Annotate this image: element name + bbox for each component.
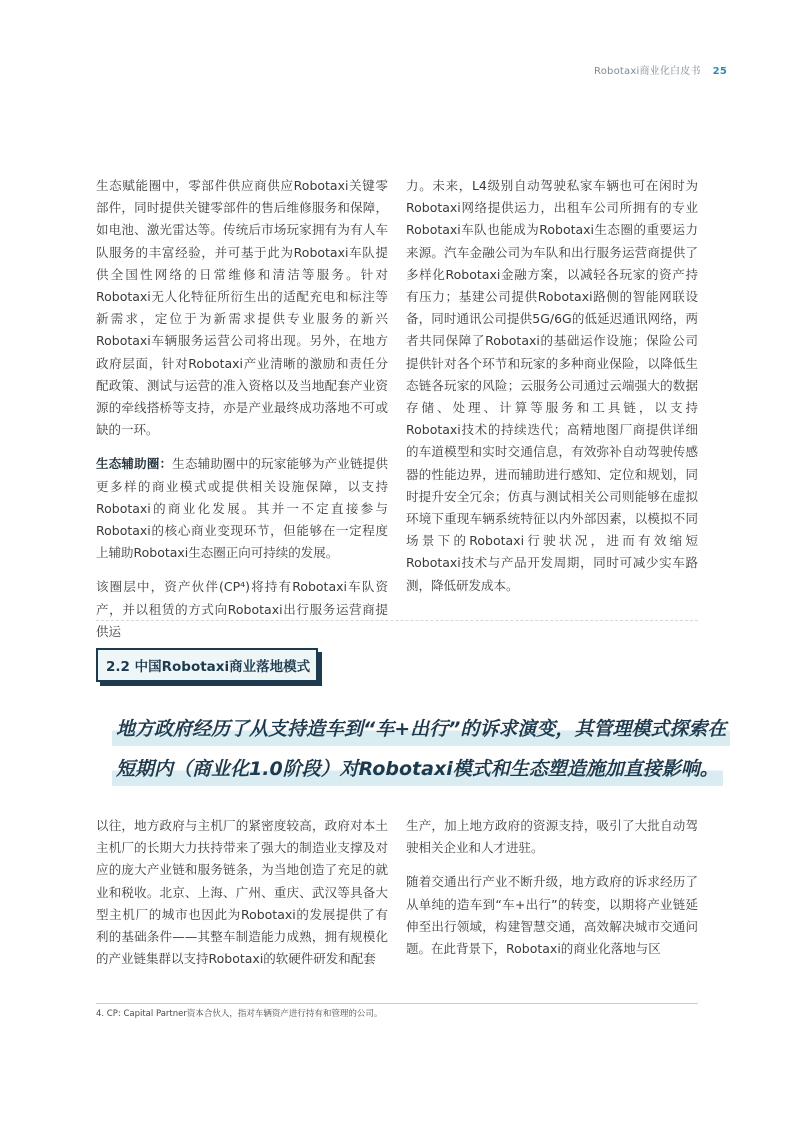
key-message-line: 地方政府经历了从支持造车到“车+出行”的诉求演变，其管理模式探索在 [112, 712, 730, 746]
top-left-column [96, 175, 388, 655]
bottom-right-column [406, 815, 698, 972]
key-message [112, 712, 727, 792]
paragraph-lead: 生态辅助圈： [96, 456, 173, 472]
paragraph: 该圈层中，资产伙伴(CP⁴)将持有Robotaxi车队资产，并以租赁的方式向Robotaxi出行服务运营商提供运 [96, 579, 388, 639]
page-number: 25 [712, 66, 727, 77]
running-header [594, 62, 727, 77]
bottom-left-column [96, 815, 388, 982]
paragraph: 生态赋能圈中，零部件供应商供应Robotaxi关键零部件，同时提供关键零部件的售后维修服务和保障，如电池、激光雷达等。传统后市场玩家拥有为有人车队服务的丰富经验，并可基于此为Robotaxi车队提供全国性网络的日常维修和清洁等服务。针对Robotaxi无人化特征所衍生出的适配充电和标注等新需求，定位于为新需求提供专业服务的新兴Robotaxi车辆服务运营公司将出现。另外，在地方政府层面，针对Robotaxi产业清晰的激励和责任分配政策、测试与运营的准入资格以及当地配套产业资源的牵线搭桥等支持，亦是产业最终成功落地不可或缺的一环。 [96, 178, 388, 438]
paragraph [96, 453, 388, 564]
footnote-rule [96, 1003, 698, 1004]
paragraph: 生产，加上地方政府的资源支持，吸引了大批自动驾驶相关企业和人才进驻。 [406, 818, 698, 856]
paragraph-body: 生态辅助圈中的玩家能够为产业链提供更多样的商业模式或提供相关设施保障，以支持Robotaxi的商业化发展。其并一不定直接参与Robotaxi的核心商业变现环节，但能够在一定程度上辅助Robotaxi生态圈正向可持续的发展。 [96, 456, 388, 561]
section-heading: 2.2 中国Robotaxi商业落地模式 [96, 648, 318, 682]
key-message-line: 短期内（商业化1.0阶段）对Robotaxi模式和生态塑造施加直接影响。 [112, 752, 723, 786]
paragraph: 力。未来，L4级别自动驾驶私家车辆也可在闲时为Robotaxi网络提供运力，出租车公司所拥有的专业Robotaxi车队也能成为Robotaxi生态圈的重要运力来源。汽车金融公司为车队和出行服务运营商提供了多样化Robotaxi金融方案，以减轻各玩家的资产持有压力；基建公司提供Robotaxi路侧的智能网联设备，同时通讯公司提供5G/6G的低延迟通讯网络，两者共同保障了Robotaxi的基础运作设施；保险公司提供针对各个环节和玩家的多种商业保险，以降低生态链各玩家的风险；云服务公司通过云端强大的数据存储、处理、计算等服务和工具链，以支持Robotaxi技术的持续迭代；高精地图厂商提供详细的车道模型和实时交通信息，有效弥补自动驾驶传感器的性能边界，进而辅助进行感知、定位和规划，同时提升安全冗余；仿真与测试相关公司则能够在虚拟环境下重现车辆系统特征以内外部因素，以模拟不同场景下的Robotaxi行驶状况，进而有效缩短Robotaxi技术与产品开发周期，同时可减少实车路测，降低研发成本。 [406, 178, 698, 593]
top-right-column [406, 175, 698, 609]
paragraph: 以往，地方政府与主机厂的紧密度较高，政府对本土主机厂的长期大力扶持带来了强大的制造业支撑及对应的庞大产业链和服务链条，为当地创造了充足的就业和税收。北京、上海、广州、重庆、武汉等具备大型主机厂的城市也因此为Robotaxi的发展提供了有利的基础条件——其整车制造能力成熟，拥有规模化的产业链集群以支持Robotaxi的软硬件研发和配套 [96, 818, 388, 967]
document-title: Robotaxi商业化白皮书 [594, 66, 701, 77]
footnote: 4. CP: Capital Partner资本合伙人，指对车辆资产进行持有和管理的公司。 [96, 1009, 383, 1019]
paragraph: 随着交通出行产业不断升级，地方政府的诉求经历了从单纯的造车到“车+出行”的转变，以期将产业链延伸至出行领域，构建智慧交通，高效解决城市交通问题。在此背景下，Robotaxi的商业化落地与区 [406, 874, 698, 957]
section-divider [96, 620, 698, 621]
